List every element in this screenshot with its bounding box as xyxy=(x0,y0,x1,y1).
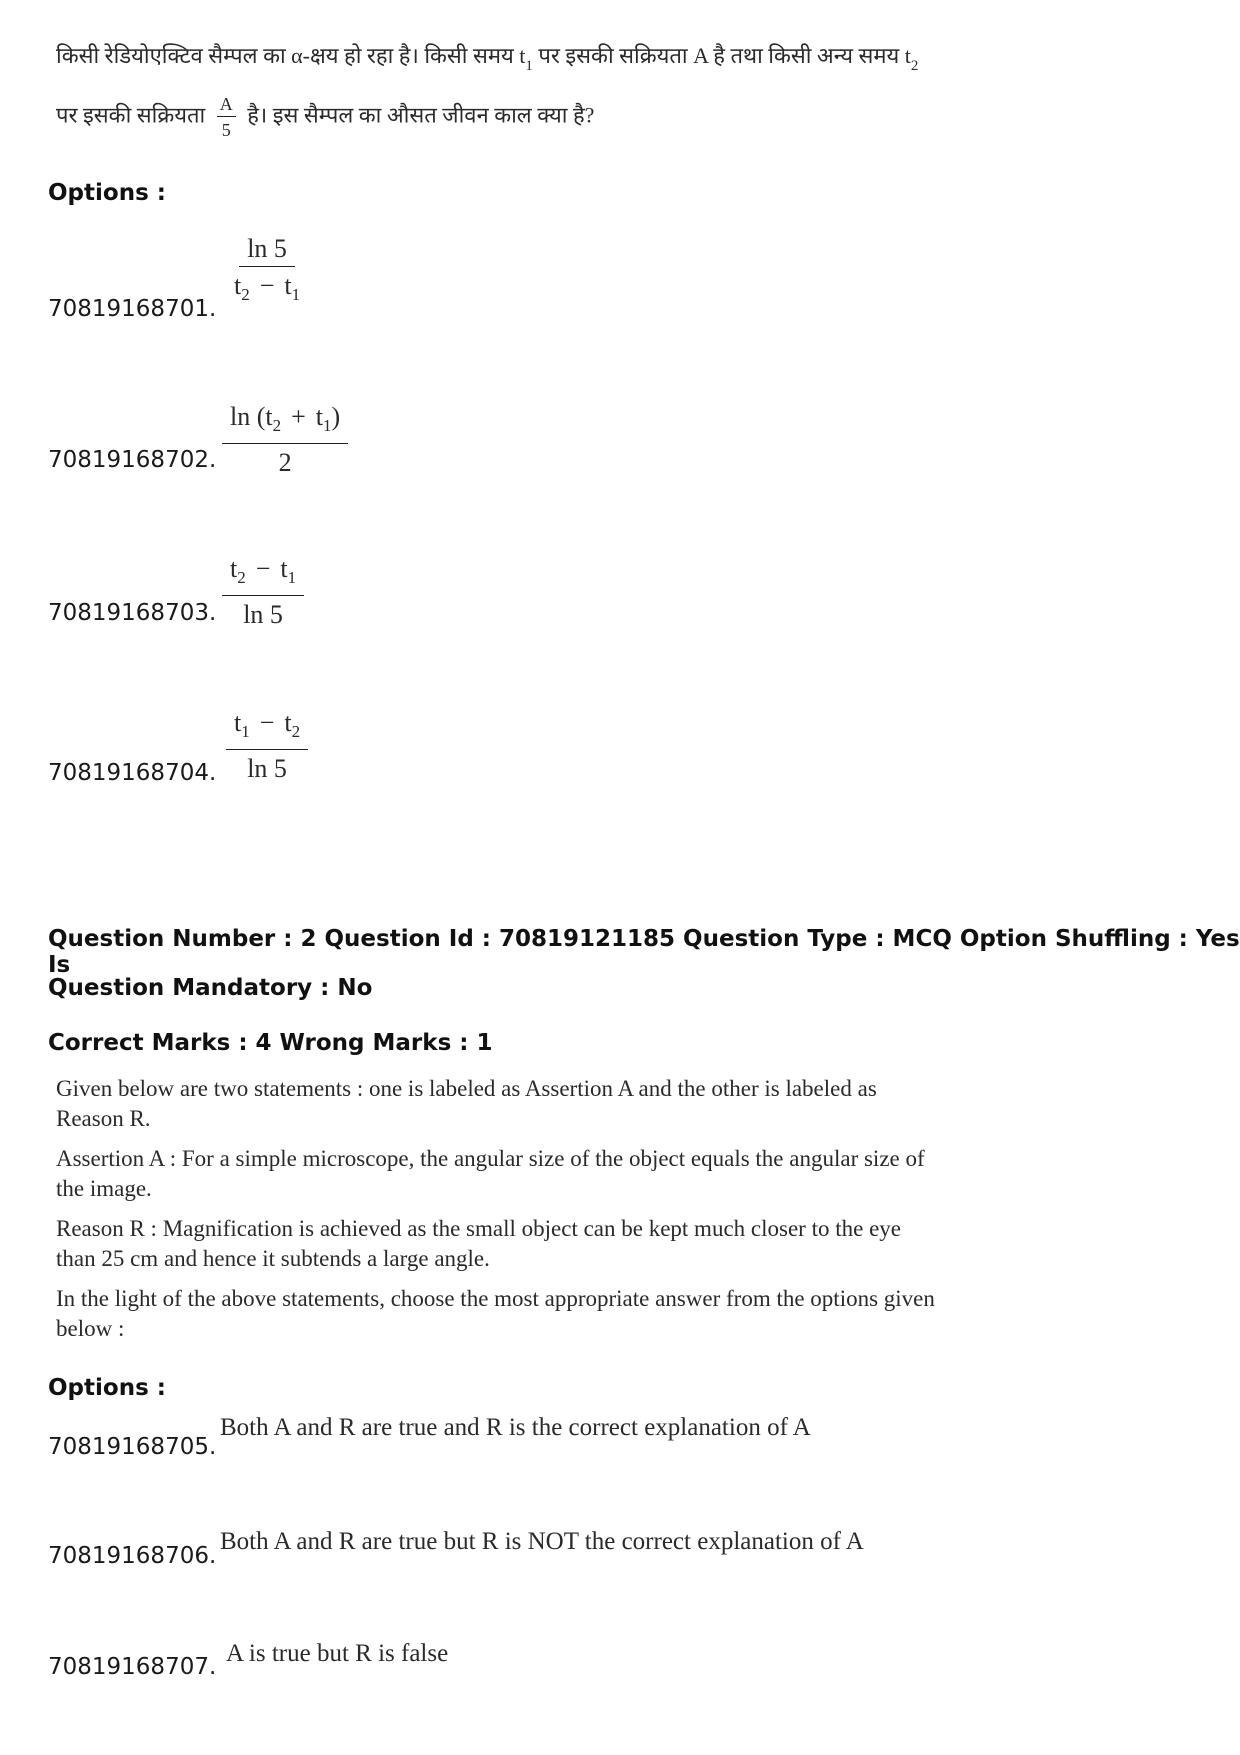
q2-header-line1: Question Number : 2 Question Id : 70819121185 Question Type : MCQ Option Shuffling : Yes Is xyxy=(48,926,1240,978)
q1-option-4-num-b: t xyxy=(284,708,292,737)
q1-option-1-den-a-sub: 2 xyxy=(241,285,250,304)
q1-option-3-num-b-sub: 1 xyxy=(287,568,297,587)
q1-option-2-numerator xyxy=(222,400,348,444)
q1-option-3-num-b: t xyxy=(280,554,288,583)
q2-option-2-id[interactable]: 70819168706. xyxy=(48,1543,217,1569)
q1-activity-fraction xyxy=(217,92,236,143)
q1-line1-sub2: 2 xyxy=(910,58,919,74)
q1-option-1-denominator xyxy=(226,267,308,314)
q1-option-2-num-b-sub: 1 xyxy=(323,416,332,435)
q1-option-3-numerator xyxy=(222,552,304,596)
q1-fraction-denominator: 5 xyxy=(221,120,231,140)
q1-line1-text: किसी रेडियोएक्टिव सैम्पल का α-क्षय हो रहा है। किसी समय t xyxy=(56,43,526,68)
q1-option-3-denominator: ln 5 xyxy=(243,600,283,629)
q1-option-4-id[interactable]: 70819168704. xyxy=(48,760,217,786)
q1-option-4-num-a: t xyxy=(234,708,242,737)
q1-option-4-numerator xyxy=(226,706,308,750)
q1-line1-sub1: 1 xyxy=(525,58,533,74)
q1-option-4-num-op: − xyxy=(259,708,275,737)
q1-option-3-formula xyxy=(222,552,304,634)
q1-option-2-denominator: 2 xyxy=(278,448,292,477)
q1-option-3-num-a: t xyxy=(230,554,238,583)
q1-option-2-num-a-sub: 2 xyxy=(272,416,282,435)
q2-statement-intro: Given below are two statements : one is labeled as Assertion A and the other is labeled as Reason R. xyxy=(56,1076,877,1131)
q2-option-3-text: A is true but R is false xyxy=(226,1640,449,1667)
q1-option-1-den-b-sub: 1 xyxy=(291,285,301,304)
q2-option-1-id[interactable]: 70819168705. xyxy=(48,1434,217,1460)
q1-option-4-num-a-sub: 1 xyxy=(241,722,250,741)
q1-option-1-id[interactable]: 70819168701. xyxy=(48,296,217,322)
q1-option-1-den-b: t xyxy=(284,271,292,300)
q1-option-1-den-a: t xyxy=(234,271,242,300)
q2-reason: Reason R : Magnification is achieved as the small object can be kept much closer to the eye than 25 cm and hence it subtends a large angle. xyxy=(56,1216,901,1271)
q2-options-label: Options : xyxy=(48,1375,166,1401)
q2-header-line2: Question Mandatory : No xyxy=(48,975,373,1001)
q1-line2-post: है। इस सैम्पल का औसत जीवन काल क्या है? xyxy=(247,102,595,128)
q1-option-3-num-op: − xyxy=(255,554,271,583)
q1-fraction-numerator: A xyxy=(217,92,236,117)
q1-line1-mid: पर इसकी सक्रियता A है तथा किसी अन्य समय t xyxy=(532,43,911,68)
q1-option-3-num-a-sub: 2 xyxy=(237,568,246,587)
q2-instruction: In the light of the above statements, choose the most appropriate answer from the options given below : xyxy=(56,1286,935,1341)
q1-option-4-num-b-sub: 2 xyxy=(291,722,301,741)
q1-line2-pre: पर इसकी सक्रियता xyxy=(56,102,206,128)
q1-option-2-num-op: + xyxy=(291,402,306,431)
q1-option-1-numerator: ln 5 xyxy=(239,232,295,267)
q1-option-2-num-pre: ln (t xyxy=(230,402,273,431)
q1-option-4-formula xyxy=(226,706,308,788)
q1-options-label: Options : xyxy=(48,180,166,206)
q1-option-1-formula xyxy=(226,232,308,314)
q2-option-2-text: Both A and R are true but R is NOT the correct explanation of A xyxy=(220,1528,864,1555)
q1-option-2-id[interactable]: 70819168702. xyxy=(48,447,217,473)
q2-option-3-id[interactable]: 70819168707. xyxy=(48,1654,217,1680)
q1-option-3-id[interactable]: 70819168703. xyxy=(48,600,217,626)
q2-assertion: Assertion A : For a simple microscope, the angular size of the object equals the angular size of the image. xyxy=(56,1146,925,1201)
q2-option-1-text: Both A and R are true and R is the correct explanation of A xyxy=(220,1414,811,1441)
q1-option-4-denominator: ln 5 xyxy=(247,754,287,783)
q1-line2 xyxy=(56,92,594,143)
q1-option-2-num-post: ) xyxy=(331,402,341,431)
q1-option-2-num-b: t xyxy=(315,402,324,431)
q1-line1 xyxy=(56,40,919,74)
q2-marks: Correct Marks : 4 Wrong Marks : 1 xyxy=(48,1030,493,1056)
q1-option-1-den-op: − xyxy=(259,271,275,300)
q1-option-2-formula xyxy=(222,400,348,482)
